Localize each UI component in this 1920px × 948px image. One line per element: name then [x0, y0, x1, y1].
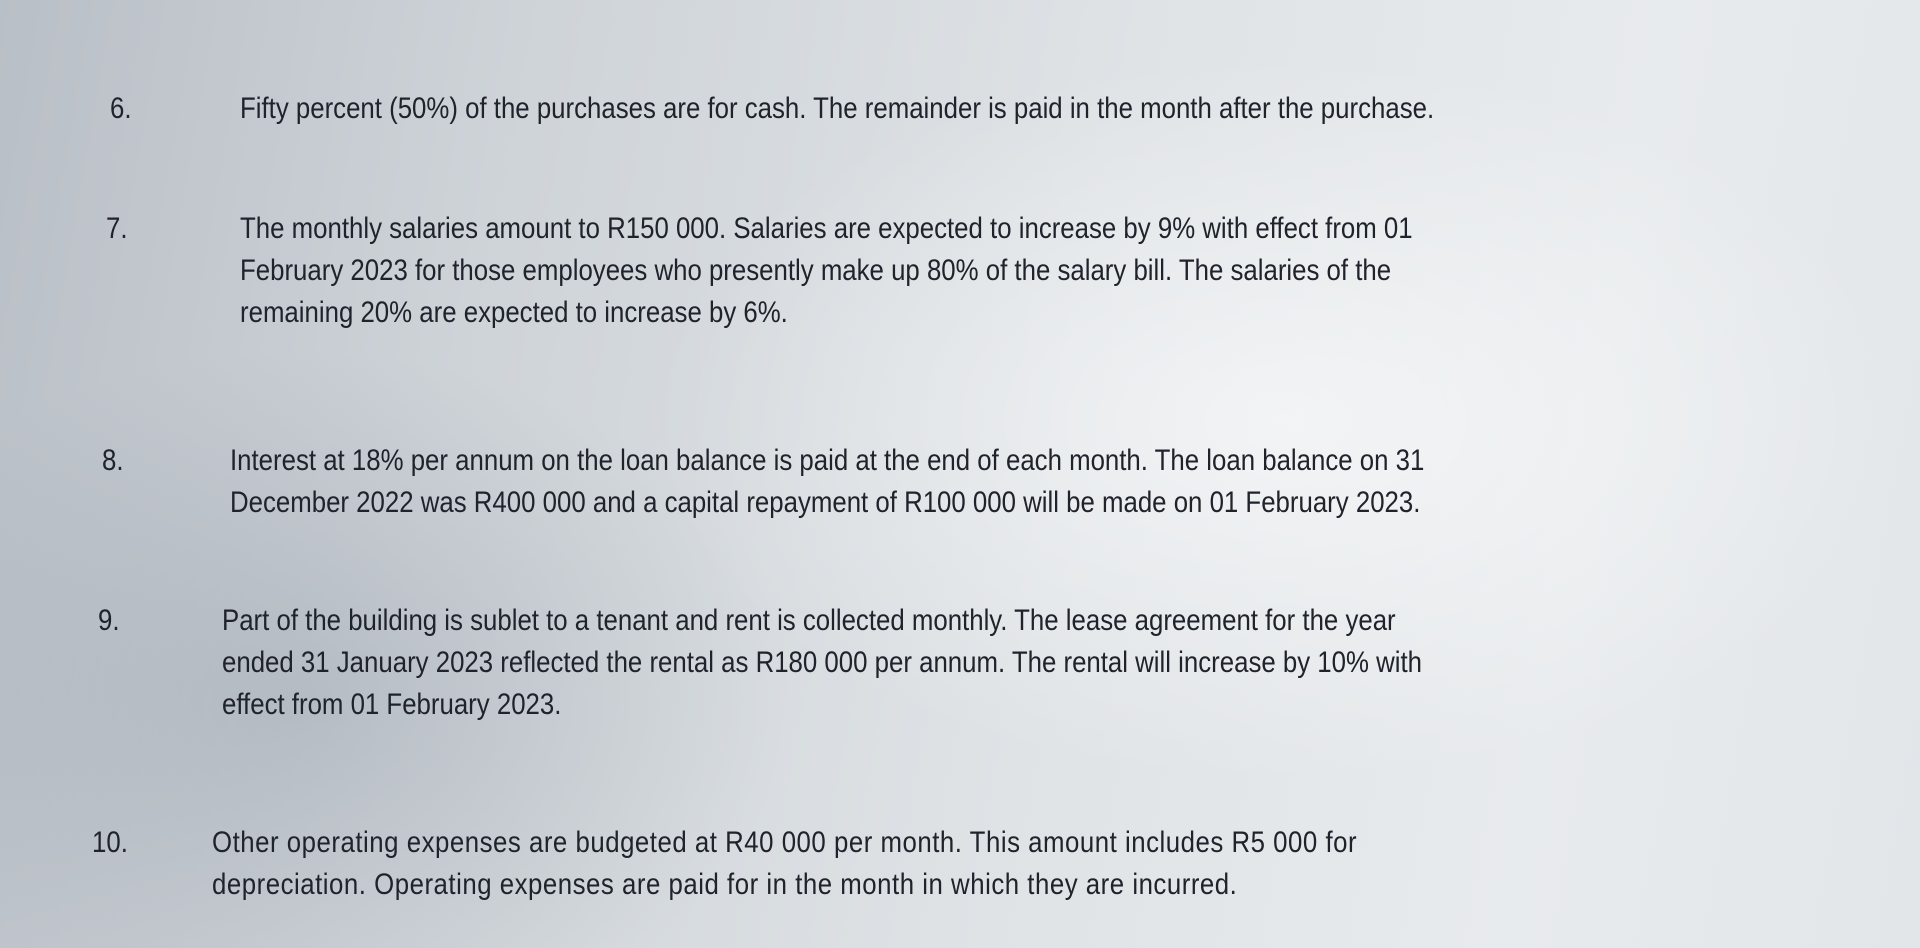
item-line: effect from 01 February 2023.	[222, 688, 562, 721]
item-line: depreciation. Operating expenses are paid for in the month in which they are incurred.	[212, 868, 1238, 901]
item-number: 6.	[110, 92, 132, 125]
item-line: December 2022 was R400 000 and a capital repayment of R100 000 will be made on 01 February 2023.	[230, 486, 1421, 519]
item-line: ended 31 January 2023 reflected the rental as R180 000 per annum. The rental will increase by 10% with	[222, 646, 1422, 679]
item-line: remaining 20% are expected to increase by 6%.	[240, 296, 788, 329]
item-text	[230, 440, 1619, 524]
item-number: 10.	[92, 826, 128, 859]
item-line: Fifty percent (50%) of the purchases are for cash. The remainder is paid in the month after the purchase.	[240, 92, 1435, 125]
item-text	[212, 822, 1544, 906]
item-line: Other operating expenses are budgeted at R40 000 per month. This amount includes R5 000 for	[212, 826, 1358, 859]
item-line: Part of the building is sublet to a tenant and rent is collected monthly. The lease agreement for the year	[222, 604, 1396, 637]
item-number: 7.	[106, 212, 128, 245]
item-number: 9.	[98, 604, 120, 637]
item-line: Interest at 18% per annum on the loan balance is paid at the end of each month. The loan balance on 31	[230, 444, 1425, 477]
item-text	[222, 600, 1617, 726]
item-text	[240, 88, 1629, 130]
item-number: 8.	[102, 444, 124, 477]
item-line: February 2023 for those employees who presently make up 80% of the salary bill. The salaries of the	[240, 254, 1392, 287]
item-text	[240, 208, 1604, 334]
item-line: The monthly salaries amount to R150 000. Salaries are expected to increase by 9% with effect from 01	[240, 212, 1413, 245]
